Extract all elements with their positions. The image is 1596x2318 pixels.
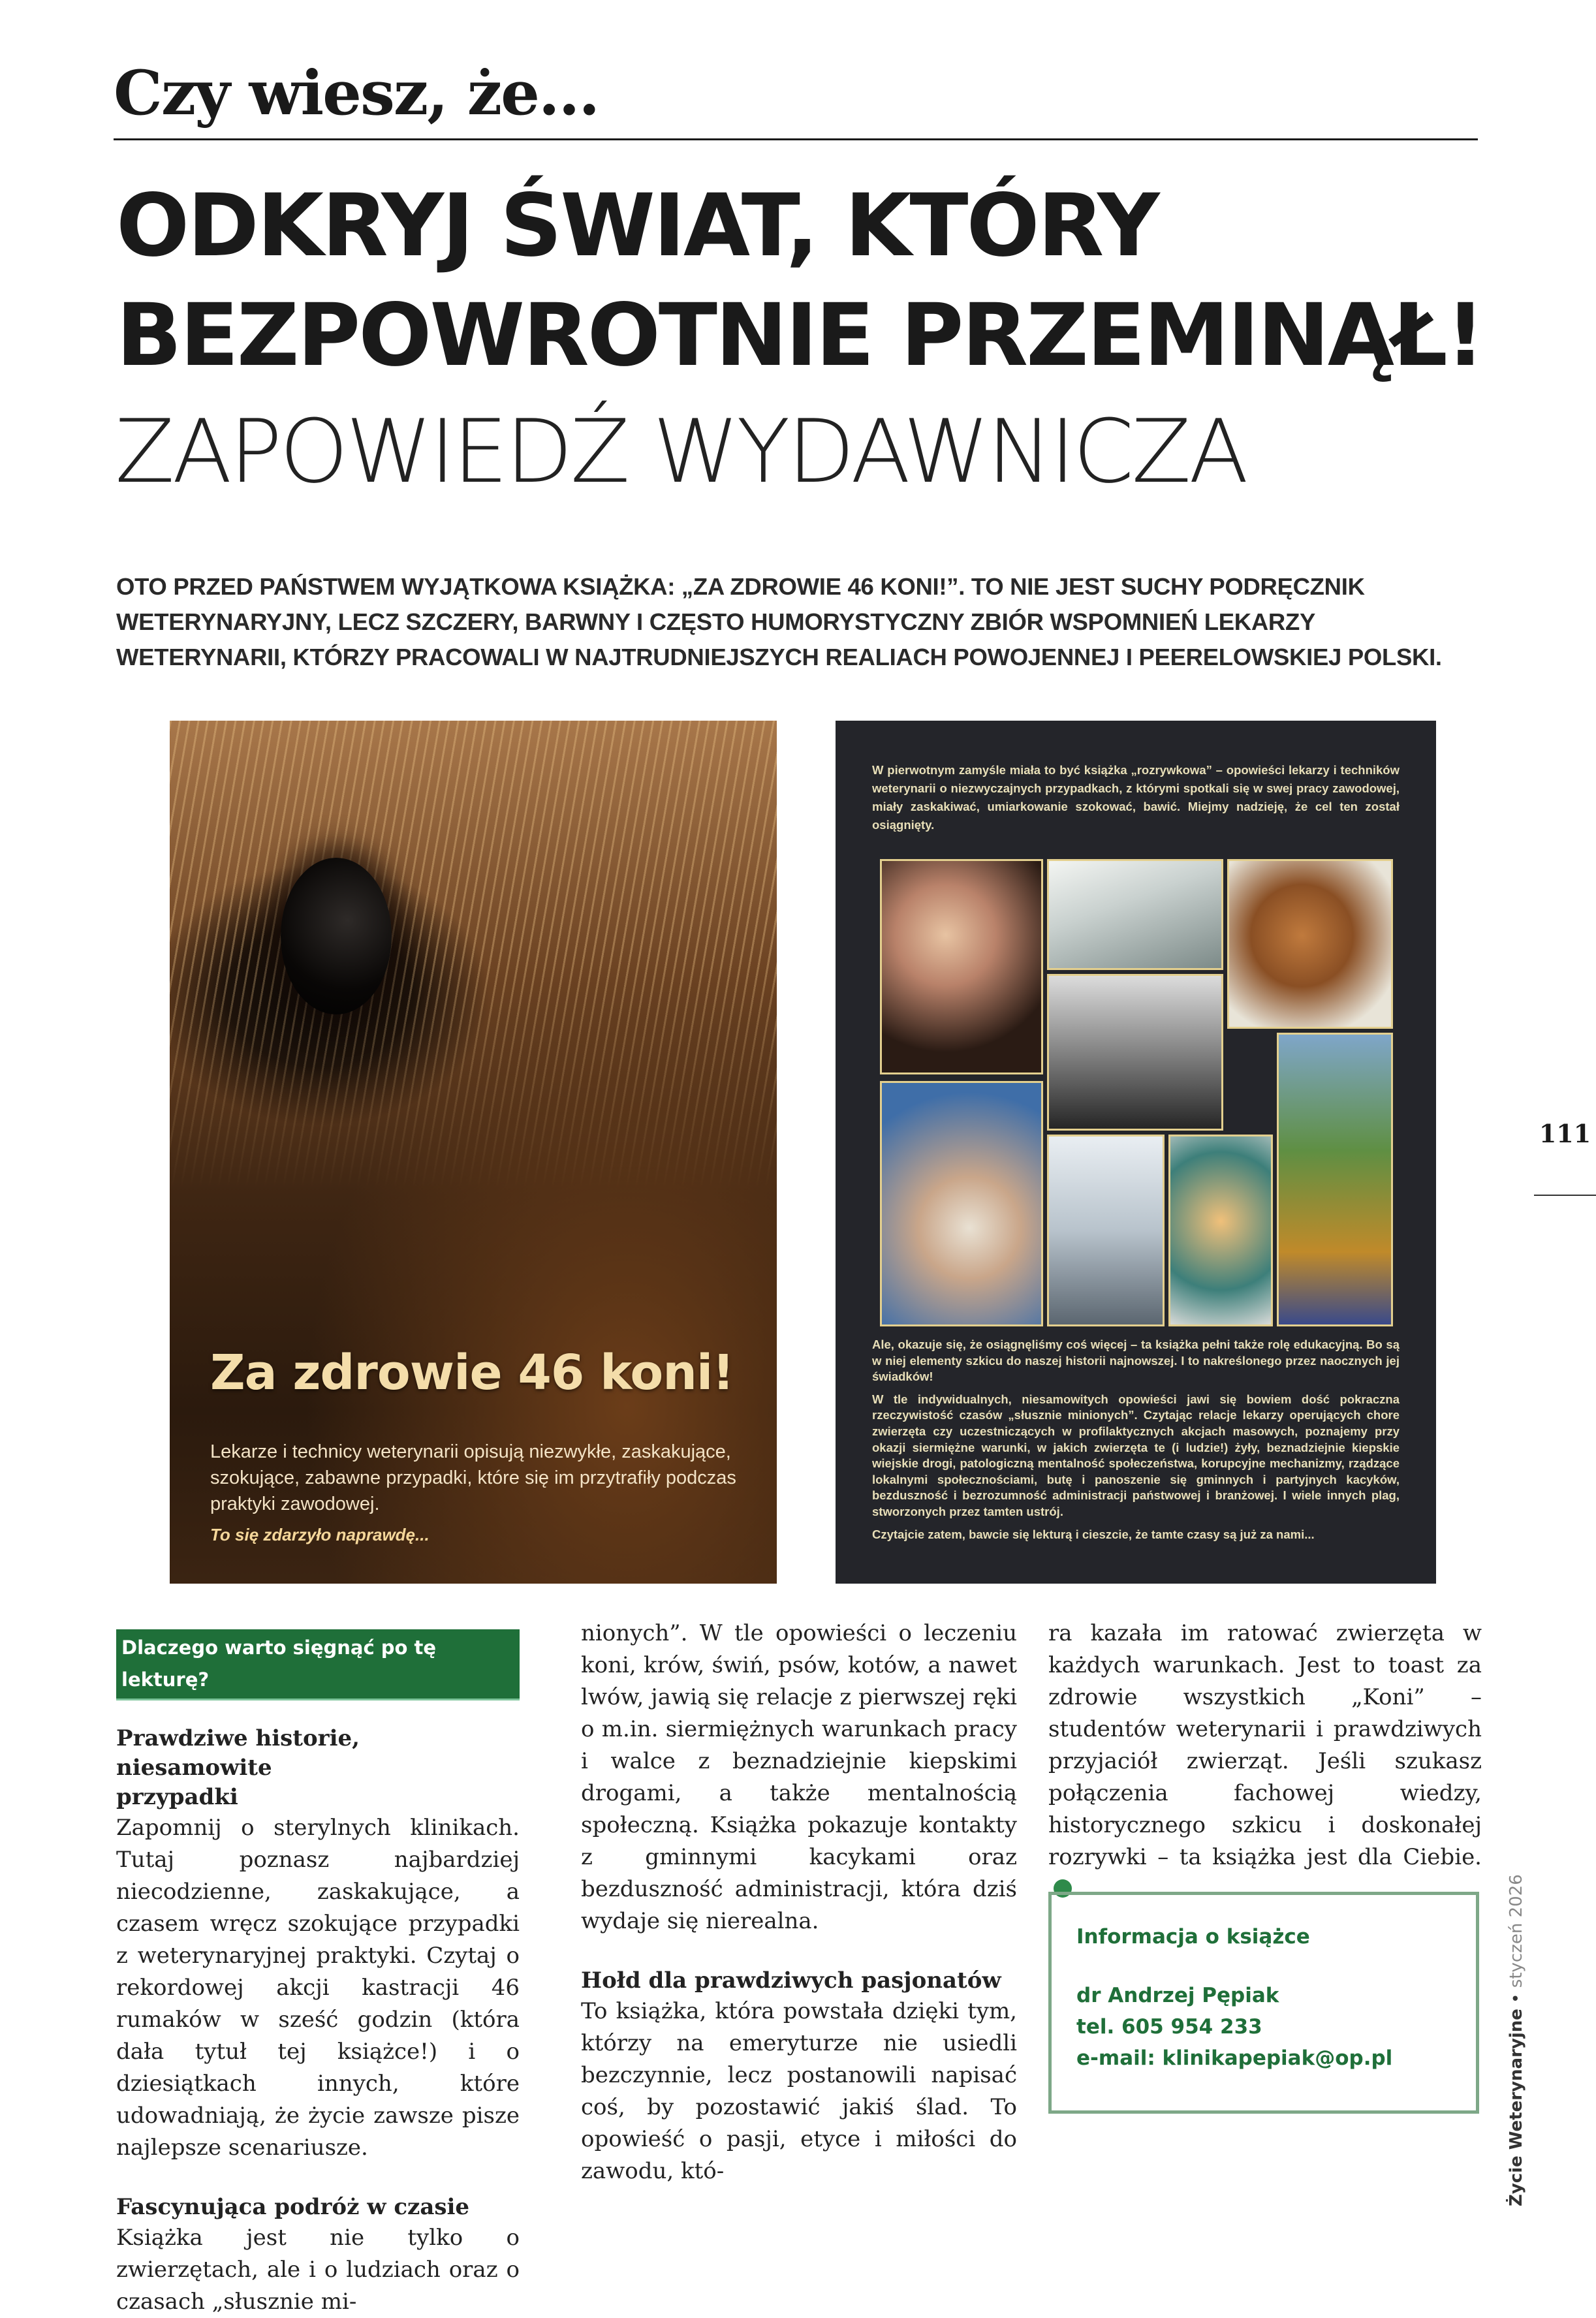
cover-tagline: To się zdarzyło naprawdę...	[210, 1525, 430, 1544]
article-title	[116, 171, 1487, 390]
magazine-name: Życie Weterynaryjne	[1507, 2009, 1526, 2206]
issue-date: styczeń 2026	[1507, 1874, 1526, 1988]
cover-description: Lekarze i technicy weterynarii opisują niezwykłe, zaskakujące, szokujące, zabawne przypadki, które się im przytrafiły podczas praktyki zawodowej.	[210, 1441, 736, 1514]
footer-separator: •	[1507, 1988, 1526, 2009]
collage-photo-clinic	[1047, 859, 1223, 970]
info-heading: Informacja o książce	[1076, 1925, 1310, 1949]
collage-photo-vet-with-rabbit	[880, 1081, 1043, 1326]
collage-photo-vet-with-bird	[1047, 1135, 1165, 1326]
back-cover-outro-3: Czytajcie zatem, bawcie się lekturą i cieszcie, że tamte czasy są już za nami...	[872, 1527, 1315, 1541]
paragraph-passion-end-text: ra kazała im ratować zwierzęta w każdych warunkach. Jest to toast za zdrowie wszystkich „Koni” – studentów weterynarii i prawdziwych przyjaciół zwierząt. Jeśli szukasz połączenia fachowej wiedzy, historycznego szkicu i doskonałej rozrywki – ta książka jest dla Ciebie.	[1048, 1620, 1482, 1870]
info-phone[interactable]: tel. 605 954 233	[1076, 2015, 1262, 2039]
cover-title: Za zdrowie 46 koni!	[210, 1345, 734, 1401]
title-line-2: BEZPOWROTNIE PRZEMINĄŁ!	[116, 285, 1483, 386]
collage-photo-black-dog	[1047, 974, 1223, 1131]
info-email[interactable]: e-mail: klinikapepiak@op.pl	[1076, 2046, 1393, 2070]
magazine-footer	[1507, 1874, 1526, 2206]
page-number: 111	[1539, 1119, 1591, 1148]
collage-photo-small-dog	[1227, 859, 1393, 1029]
paragraph-passion-end	[1048, 1618, 1482, 1905]
book-back-cover	[836, 721, 1436, 1584]
paragraph-time-travel-start: Książka jest nie tylko o zwierzętach, ale i o ludziach oraz o czasach „słusznie mi-	[116, 2225, 520, 2315]
article-column-1	[116, 1629, 520, 2318]
subheading-time-travel: Fascynująca podróż w czasie	[116, 2194, 470, 2220]
subheading-true-stories: Prawdziwe historie, niesamowite przypadki	[116, 1725, 360, 1810]
collage-photo-vet-with-dog	[880, 859, 1043, 1074]
back-cover-outro	[872, 1337, 1400, 1543]
paragraph-true-stories: Zapomnij o sterylnych klinikach. Tutaj poznasz najbardziej niecodzienne, zaskakujące, a czasem wręcz szokujące przypadki z weterynaryjnej praktyki. Czytaj o rekordowej akcji kastracji 46 rumaków w sześć godzin (która dała tytuł tej książce!) i o dziesiątkach innych, które udowadniają, że życie zawsze pisze najlepsze scenariusze.	[116, 1815, 520, 2161]
book-info-box	[1048, 1892, 1479, 2114]
lead-paragraph: OTO PRZED PAŃSTWEM WYJĄTKOWA KSIĄŻKA: „ZA ZDROWIE 46 KONI!”. TO NIE JEST SUCHY PODRĘCZNIK WETERYNARYJNY, LECZ SZCZERY, BARWNY I CZĘSTO HUMORYSTYCZNY ZBIÓR WSPOMNIEŃ LEKARZY WETERYNARII, KTÓRZY PRACOWALI W NAJTRUDNIEJSZYCH REALIACH POWOJENNEJ I PEERELOWSKIEJ POLSKI.	[116, 573, 1442, 670]
horse-eye-photo	[281, 858, 392, 1014]
paragraph-passion-start: To książka, która powstała dzięki tym, którzy na emeryturze nie usiedli bezczynnie, lecz postanowili napisać coś, by pozostawić jakiś ślad. To opowieść o pasji, etyce i miłości do zawodu, któ-	[581, 1998, 1017, 2184]
article-subtitle: ZAPOWIEDŹ WYDAWNICZA	[115, 401, 1246, 503]
page-number-rule	[1534, 1195, 1596, 1196]
back-cover-outro-2: W tle indywidualnych, niesamowitych opowieści jawi się bowiem dość pokraczna rzeczywistość czasów „słusznie minionych”. Czytając relacje lekarzy operujących chore zwierzęta czy uczestniczących w profilaktycznych akcjach masowych, poznajemy przy okazji siermiężne warunki, w jakich zwierzęta te (i ludzie!) żyły, beznadziejnie kiepskie wiejskie drogi, patologiczną mentalność społeczeństwa, korupcyjne mechanizmy, rządzące lokalnymi społecznościami, butę i panoszenie się gminnych i partyjnych kacyków, bezduszność i bezrozumność administracji państwowej i branżowej. I wiele innych plag, stworzonych przez tamten ustrój.	[872, 1392, 1400, 1518]
article-column-2	[581, 1618, 1017, 2187]
info-author: dr Andrzej Pępiak	[1076, 1984, 1279, 2007]
back-cover-intro: W pierwotnym zamyśle miała to być książka „rozrywkowa” – opowieści lekarzy i techników weterynarii o niezwyczajnych przypadkach, z którymi spotkali się w swej pracy zawodowej, miały zaskakiwać, umiarkowanie szokować, bawić. Miejmy nadzieję, że cel ten został osiągnięty.	[872, 763, 1400, 832]
collage-photo-beekeeper	[1277, 1033, 1393, 1326]
subheading-passion: Hołd dla prawdziwych pasjonatów	[581, 1967, 1001, 1994]
kicker-heading: Czy wiesz, że...	[114, 51, 1478, 140]
title-line-1: ODKRYJ ŚWIAT, KTÓRY	[116, 176, 1158, 276]
back-cover-outro-1: Ale, okazuje się, że osiągnęliśmy coś więcej – ta książka pełni także rolę edukacyjną. Bo są w niej elementy szkicu do naszej historii najnowszej. I to nakreślonego przez naocznych jej świadków!	[872, 1338, 1400, 1384]
photo-collage	[880, 859, 1393, 1326]
article-column-3	[1048, 1618, 1482, 1905]
paragraph-time-travel-end: nionych”. W tle opowieści o leczeniu koni, krów, świń, psów, kotów, a nawet lwów, jawią się relacje z pierwszej ręki o m.in. siermiężnych warunkach pracy i walce z beznadziejnie kiepskimi drogami, a także mentalnością społeczną. Książka pokazuje kontakty z gminnymi kacykami oraz bezduszność administracji, która dziś wydaje się nierealna.	[581, 1620, 1017, 1934]
section-label: Dlaczego warto sięgnąć po tę lekturę?	[116, 1629, 520, 1700]
horse-mane-photo	[170, 721, 777, 1308]
book-front-cover	[170, 721, 777, 1584]
collage-photo-vet-with-cat	[1168, 1135, 1273, 1326]
